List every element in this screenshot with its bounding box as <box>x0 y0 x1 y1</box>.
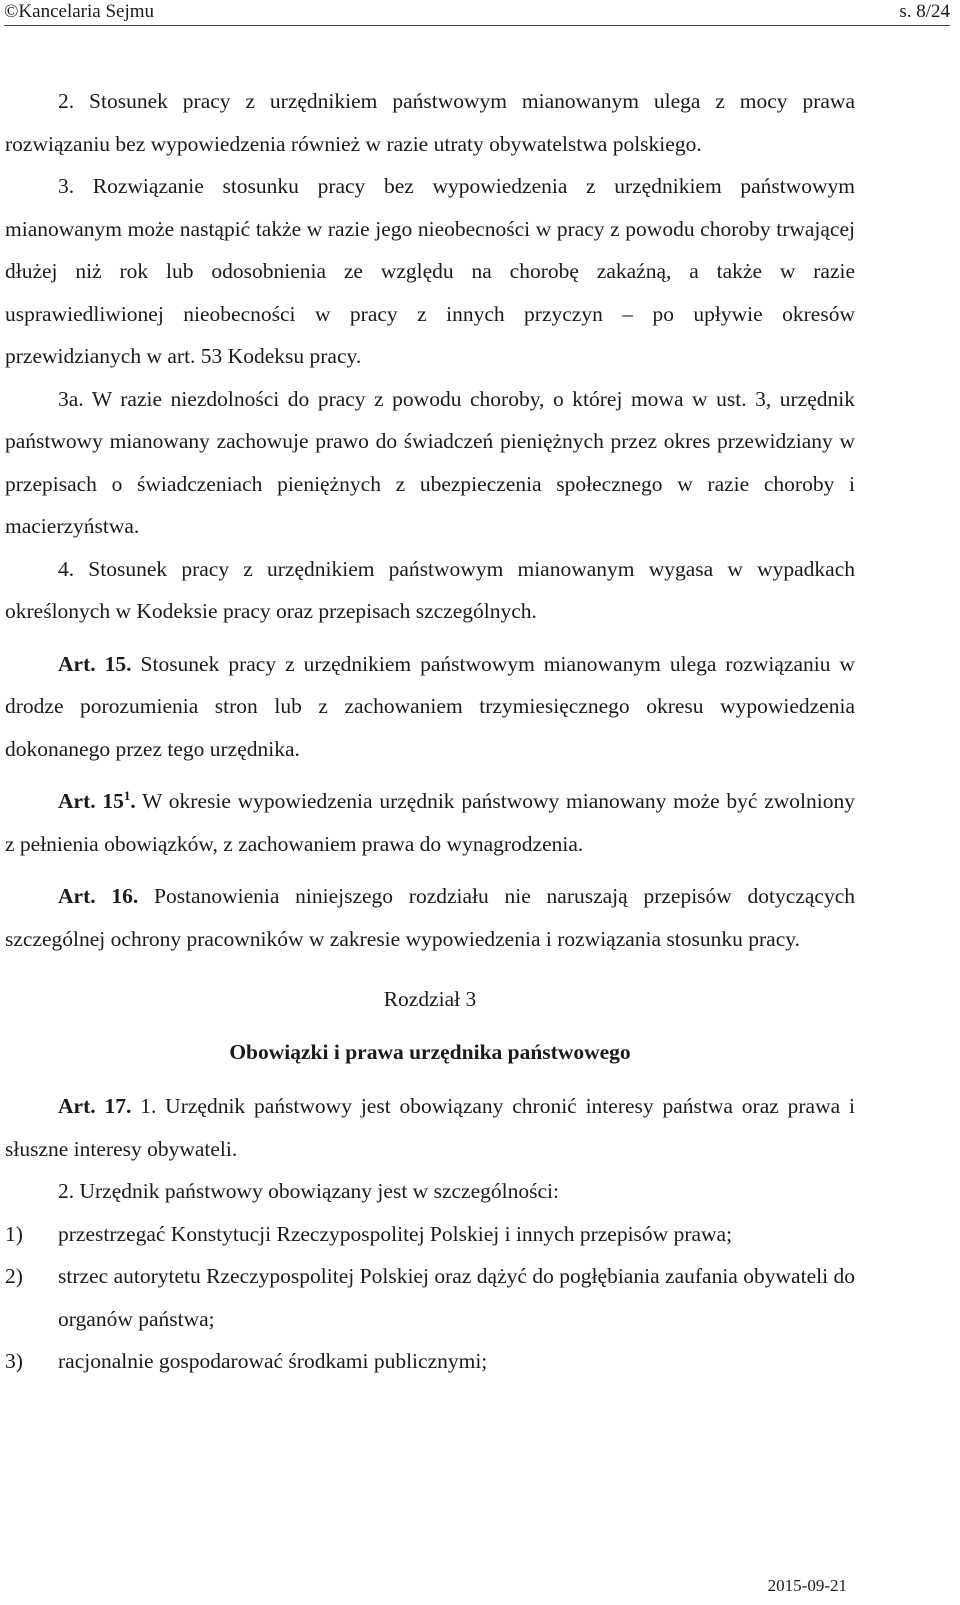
header-rule <box>4 25 950 26</box>
paragraph-4: 4. Stosunek pracy z urzędnikiem państwowym mianowanym wygasa w wypadkach określonych w Kodeksie pracy oraz przepisach szczególnych. <box>5 556 855 623</box>
chapter-number: Rozdział 3 <box>383 987 477 1011</box>
article-16 <box>5 875 855 960</box>
list-item-text: strzec autorytetu Rzeczypospolitej Polskiej oraz dążyć do pogłębiania zaufania obywateli do organów państwa; <box>58 1264 855 1331</box>
article-15-1-label-text: Art. 15 <box>58 789 124 813</box>
list-item <box>5 1213 855 1256</box>
article-16-text: Postanowienia niniejszego rozdziału nie naruszają przepisów dotyczących szczególnej ochrony pracowników w zakresie wypowiedzenia i rozwiązania stosunku pracy. <box>5 884 855 951</box>
article-15-1-superscript: 1 <box>123 788 131 803</box>
list-item-number: 1) <box>5 1221 23 1246</box>
chapter-title: Obowiązki i prawa urzędnika państwowego <box>229 1039 631 1064</box>
list-item <box>5 1340 855 1383</box>
page-header <box>0 0 960 26</box>
paragraph-2: 2. Stosunek pracy z urzędnikiem państwowym mianowanym ulega z mocy prawa rozwiązaniu bez wypowiedzenia również w razie utraty obywatelstwa polskiego. <box>5 89 855 156</box>
article-15-1-label-end: . <box>130 789 136 813</box>
article-15-text: Stosunek pracy z urzędnikiem państwowym mianowanym ulega rozwiązaniu w drodze porozumienia stron lub z zachowaniem trzymiesięcznego okresu wypowiedzenia dokonanego przez tego urzędnika. <box>5 651 856 761</box>
paragraph-3: 3. Rozwiązanie stosunku pracy bez wypowiedzenia z urzędnikiem państwowym mianowanym może nastąpić także w razie jego nieobecności w pracy z powodu choroby trwającej dłużej niż rok lub odosobnienia ze względu na chorobę zakaźną, a także w razie usprawiedliwionej nieobecności w pracy z innych przyczyn – po upływie okresów przewidzianych w art. 53 Kodeksu pracy. <box>5 174 855 368</box>
article-15-1-label <box>58 789 136 813</box>
list-item <box>5 1255 855 1340</box>
list-item-number: 2) <box>5 1264 23 1288</box>
footer-date: 2015-09-21 <box>767 1576 847 1595</box>
article-17-paragraph-2: 2. Urzędnik państwowy obowiązany jest w szczególności: <box>58 1179 559 1203</box>
header-source: ©Kancelaria Sejmu <box>4 1 155 22</box>
article-15-1 <box>5 780 855 865</box>
article-15-1-text: W okresie wypowiedzenia urzędnik państwowy mianowany może być zwolniony z pełnienia obowiązków, z zachowaniem prawa do wynagrodzenia. <box>5 789 855 856</box>
article-17 <box>5 1085 855 1170</box>
list-item-number: 3) <box>5 1349 23 1373</box>
article-17-paragraph-1: 1. Urzędnik państwowy jest obowiązany chronić interesy państwa oraz prawa i słuszne interesy obywateli. <box>5 1094 856 1161</box>
list-item-text: przestrzegać Konstytucji Rzeczypospolitej Polskiej i innych przepisów prawa; <box>58 1221 733 1246</box>
paragraph-3a: 3a. W razie niezdolności do pracy z powodu choroby, o której mowa w ust. 3, urzędnik państwowy mianowany zachowuje prawo do świadczeń pieniężnych przez okres przewidziany w przepisach o świadczeniach pieniężnych z ubezpieczenia społecznego w razie choroby i macierzyństwa. <box>5 386 855 538</box>
article-15 <box>5 643 855 771</box>
list-item-text: racjonalnie gospodarować środkami publicznymi; <box>58 1349 488 1373</box>
article-15-label: Art. 15. <box>58 651 132 676</box>
document-body <box>5 80 855 1383</box>
article-16-label: Art. 16. <box>58 884 139 908</box>
article-17-label: Art. 17. <box>58 1094 132 1118</box>
header-page-number: s. 8/24 <box>899 1 950 22</box>
